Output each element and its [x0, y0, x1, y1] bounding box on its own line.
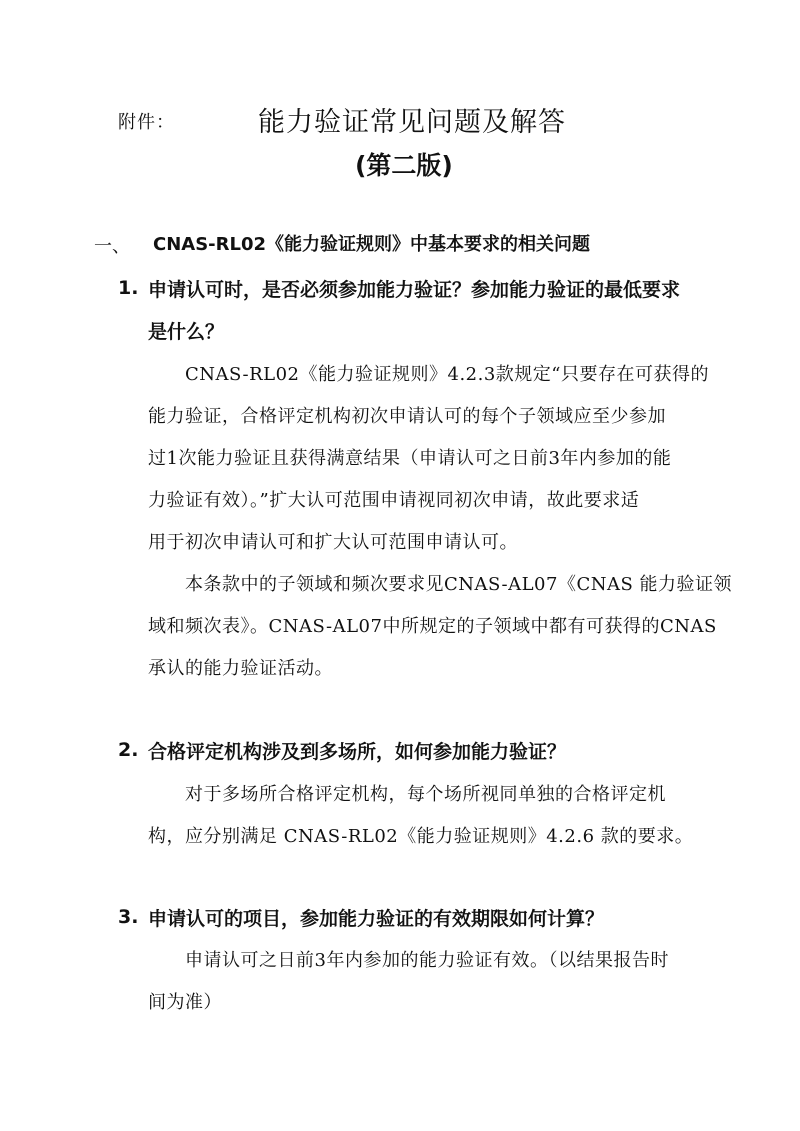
answer-1-p1-line-2: 能力验证，合格评定机构初次申请认可的每个子领域应至少参加 [148, 406, 666, 427]
document-title: 能力验证常见问题及解答 [258, 107, 566, 138]
answer-1-p1-line-5: 用于初次申请认可和扩大认可范围申请认可。 [148, 532, 518, 553]
question-2-line-1: 合格评定机构涉及到多场所，如何参加能力验证？ [148, 741, 567, 763]
answer-3-p1-line-2: 间为准） [148, 992, 222, 1013]
answer-1-p1-line-3: 过1次能力验证且获得满意结果（申请认可之日前3年内参加的能 [148, 448, 672, 469]
answer-1-p2-line-2: 域和频次表》。CNAS-AL07中所规定的子领域中都有可获得的CNAS [148, 616, 717, 637]
document-subtitle: (第二版) [355, 151, 453, 180]
question-1-number: 1. [118, 277, 139, 299]
question-3-number: 3. [118, 906, 139, 928]
answer-1-p2-line-3: 承认的能力验证活动。 [148, 658, 333, 679]
question-3-line-1: 申请认可的项目，参加能力验证的有效期限如何计算？ [148, 908, 605, 930]
section-number: 一、 [94, 236, 130, 257]
annex-label: 附件： [118, 112, 175, 133]
answer-2-p1-line-1: 对于多场所合格评定机构，每个场所视同单独的合格评定机 [185, 784, 666, 805]
question-1-line-2: 是什么？ [148, 321, 225, 343]
answer-1-p1-line-1: CNAS-RL02《能力验证规则》4.2.3款规定“只要存在可获得的 [185, 364, 710, 385]
answer-1-p2-line-1: 本条款中的子领域和频次要求见CNAS-AL07《CNAS 能力验证领 [185, 574, 733, 595]
section-title: CNAS-RL02《能力验证规则》中基本要求的相关问题 [153, 234, 591, 255]
answer-3-p1-line-1: 申请认可之日前3年内参加的能力验证有效。（以结果报告时 [185, 950, 669, 971]
answer-1-p1-line-4: 力验证有效）。”扩大认可范围申请视同初次申请，故此要求适 [148, 490, 640, 511]
question-2-number: 2. [118, 739, 139, 761]
question-1-line-1: 申请认可时，是否必须参加能力验证？参加能力验证的最低要求 [148, 279, 681, 301]
answer-2-p1-line-2: 构，应分别满足 CNAS-RL02《能力验证规则》4.2.6 款的要求。 [148, 826, 694, 847]
